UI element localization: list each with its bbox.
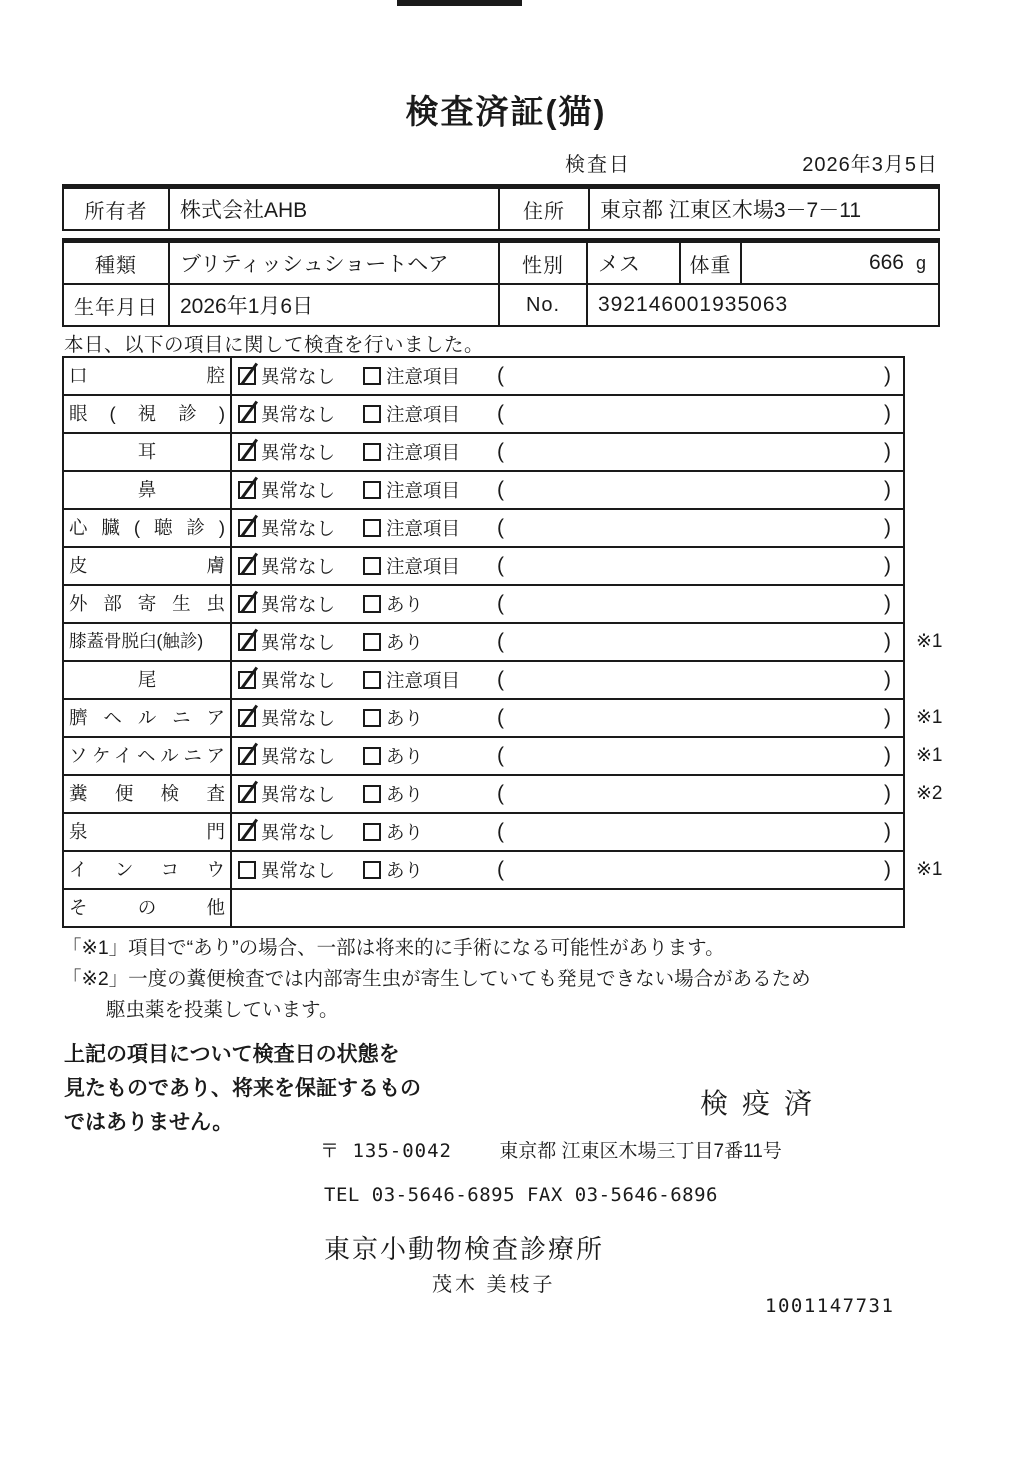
checklist-row: [64, 584, 903, 622]
checklist-item-content: [232, 624, 903, 660]
checklist-row: [64, 546, 903, 584]
checklist-row: [64, 812, 903, 850]
checklist-row: [64, 432, 903, 470]
checklist-item-label: 外部寄生虫: [64, 586, 232, 622]
flagged-option: [363, 629, 497, 655]
checklist-row: [64, 394, 903, 432]
flagged-option: [363, 401, 497, 427]
address-value: 東京都 江東区木場3－7－11: [588, 189, 938, 229]
no-abnormality-option-label: 異常なし: [261, 480, 336, 501]
checklist-item-content: [232, 472, 903, 508]
remarks-paren-open: (: [497, 820, 504, 843]
remarks-paren-close: ): [884, 554, 891, 577]
no-abnormality-checkbox-checked: [238, 443, 256, 461]
flagged-checkbox-unchecked: [363, 595, 381, 613]
checklist-item-content: [232, 700, 903, 736]
birthdate-value: 2026年1月6日: [168, 285, 498, 325]
flagged-checkbox-unchecked: [363, 443, 381, 461]
remarks-paren-open: (: [497, 630, 504, 653]
no-abnormality-option: [232, 363, 363, 389]
birthdate-label: 生年月日: [74, 296, 158, 319]
flagged-option: [363, 553, 497, 579]
checklist-item-label: 泉門: [64, 814, 232, 850]
checklist-row: [64, 888, 903, 926]
checklist-item-label: 糞便検査: [64, 776, 232, 812]
no-abnormality-checkbox-checked: [238, 709, 256, 727]
no-abnormality-checkbox-checked: [238, 633, 256, 651]
no-abnormality-checkbox-checked: [238, 747, 256, 765]
flagged-option-label: あり: [386, 594, 424, 615]
flagged-checkbox-unchecked: [363, 367, 381, 385]
quarantine-complete-stamp: 検疫済: [700, 1088, 827, 1119]
checklist-row: [64, 850, 943, 888]
flagged-checkbox-unchecked: [363, 519, 381, 537]
checklist-item-label: 尾: [64, 662, 232, 698]
pet-table: [62, 238, 940, 327]
checklist-item-label: ソケイヘルニア: [64, 738, 232, 774]
weight-unit: g: [915, 252, 926, 273]
scan-artifact: [397, 0, 522, 6]
weight-label: 体重: [679, 243, 740, 283]
footnote-ref: ※1: [916, 631, 943, 652]
no-abnormality-option: [232, 705, 363, 731]
remarks-paren-open: (: [497, 478, 504, 501]
flagged-checkbox-unchecked: [363, 633, 381, 651]
remarks-paren-open: (: [497, 364, 504, 387]
flagged-option-label: あり: [386, 746, 424, 767]
no-abnormality-option: [232, 515, 363, 541]
no-abnormality-option-label: 異常なし: [261, 518, 336, 539]
flagged-option-label: あり: [386, 708, 424, 729]
footnote-ref: ※1: [916, 745, 943, 766]
no-abnormality-option-label: 異常なし: [261, 708, 336, 729]
address-label: 住所: [498, 189, 588, 229]
flagged-checkbox-unchecked: [363, 823, 381, 841]
flagged-checkbox-unchecked: [363, 481, 381, 499]
flagged-option-label: あり: [386, 860, 424, 881]
checklist-row: [64, 470, 903, 508]
checklist-item-label: 鼻: [64, 472, 232, 508]
no-abnormality-option: [232, 477, 363, 503]
weight-number: 666: [868, 251, 904, 274]
clinic-postal-line: [320, 1136, 782, 1163]
no-abnormality-checkbox-checked: [238, 481, 256, 499]
checklist-item-label: 眼(視診): [64, 396, 232, 432]
inspection-date-row: [62, 148, 940, 174]
examiner-name: 茂木 美枝子: [432, 1274, 556, 1296]
no-abnormality-checkbox-checked: [238, 557, 256, 575]
clinic-tel-fax: TEL 03-5646-6895 FAX 03-5646-6896: [324, 1184, 718, 1206]
footnote-1: 「※1」項目で“あり”の場合、一部は将来的に手術になる可能性があります。: [62, 937, 725, 959]
checklist-row: [64, 774, 943, 812]
no-abnormality-option: [232, 553, 363, 579]
flagged-option-label: あり: [386, 822, 424, 843]
no-abnormality-option-label: 異常なし: [261, 822, 336, 843]
no-abnormality-option: [232, 401, 363, 427]
no-abnormality-option-label: 異常なし: [261, 632, 336, 653]
checklist-item-content: [232, 890, 903, 926]
footnote-2-line2: 駆虫薬を投薬しています。: [106, 999, 339, 1021]
remarks-paren-open: (: [497, 592, 504, 615]
flagged-option: [363, 819, 497, 845]
no-abnormality-option-label: 異常なし: [261, 366, 336, 387]
checklist-item-label: 膝蓋骨脱臼(触診): [64, 624, 232, 660]
no-abnormality-checkbox-checked: [238, 823, 256, 841]
postal-code: 〒 135-0042: [320, 1140, 452, 1162]
flagged-option-label: あり: [386, 784, 424, 805]
checklist-item-content: [232, 510, 903, 546]
flagged-checkbox-unchecked: [363, 709, 381, 727]
page-title: 検査済証(猫): [405, 93, 607, 130]
no-abnormality-checkbox-checked: [238, 367, 256, 385]
disclaimer-line-2: 見たものであり、将来を保証するもの: [64, 1077, 421, 1100]
id-number-label: No.: [498, 285, 586, 325]
remarks-paren-close: ): [884, 782, 891, 805]
clinic-address: 東京都 江東区木場三丁目7番11号: [499, 1141, 782, 1162]
flagged-option: [363, 667, 497, 693]
remarks-paren-open: (: [497, 782, 504, 805]
checklist-item-label: 耳: [64, 434, 232, 470]
no-abnormality-checkbox-checked: [238, 595, 256, 613]
no-abnormality-option: [232, 819, 363, 845]
checklist-item-label: その他: [64, 890, 232, 926]
examination-checklist-table: [62, 356, 943, 928]
checklist-item-content: [232, 358, 903, 394]
flagged-checkbox-unchecked: [363, 557, 381, 575]
footnote-ref: ※1: [916, 707, 943, 728]
checklist-row: [64, 698, 943, 736]
checklist-row: [64, 660, 903, 698]
no-abnormality-option-label: 異常なし: [261, 404, 336, 425]
flagged-option: [363, 363, 497, 389]
checklist-item-label: 口腔: [64, 358, 232, 394]
remarks-paren-close: ): [884, 364, 891, 387]
no-abnormality-option: [232, 667, 363, 693]
remarks-paren-open: (: [497, 402, 504, 425]
checklist-row: [64, 508, 903, 546]
remarks-paren-open: (: [497, 858, 504, 881]
checklist-row: [64, 736, 943, 774]
remarks-paren-open: (: [497, 440, 504, 463]
inspection-date-label: 検査日: [565, 154, 631, 176]
no-abnormality-checkbox-checked: [238, 785, 256, 803]
remarks-paren-close: ): [884, 592, 891, 615]
footnote-ref: ※1: [916, 859, 943, 880]
footnote-ref: ※2: [916, 783, 943, 804]
remarks-paren-close: ): [884, 858, 891, 881]
flagged-checkbox-unchecked: [363, 671, 381, 689]
flagged-option: [363, 857, 497, 883]
remarks-paren-close: ): [884, 440, 891, 463]
flagged-option: [363, 515, 497, 541]
no-abnormality-option-label: 異常なし: [261, 670, 336, 691]
intro-text: 本日、以下の項目に関して検査を行いました。: [64, 334, 485, 356]
no-abnormality-option: [232, 781, 363, 807]
checklist-item-content: [232, 814, 903, 850]
checklist-item-label: 心臓(聴診): [64, 510, 232, 546]
flagged-option-label: 注意項目: [386, 556, 461, 577]
checklist-item-content: [232, 586, 903, 622]
remarks-paren-close: ): [884, 820, 891, 843]
breed-value: ブリティッシュショートヘア: [168, 243, 498, 283]
flagged-option-label: 注意項目: [386, 404, 461, 425]
no-abnormality-checkbox-checked: [238, 519, 256, 537]
flagged-option-label: 注意項目: [386, 442, 461, 463]
checklist-row: [64, 622, 943, 660]
no-abnormality-option-label: 異常なし: [261, 594, 336, 615]
flagged-option: [363, 591, 497, 617]
owner-label: 所有者: [84, 200, 148, 223]
no-abnormality-option: [232, 629, 363, 655]
no-abnormality-option-label: 異常なし: [261, 784, 336, 805]
no-abnormality-option: [232, 857, 363, 883]
sex-label: 性別: [498, 243, 586, 283]
checklist-item-content: [232, 852, 903, 888]
remarks-paren-close: ): [884, 516, 891, 539]
flagged-option-label: 注意項目: [386, 670, 461, 691]
clinic-name: 東京小動物検査診療所: [324, 1234, 605, 1264]
flagged-checkbox-unchecked: [363, 405, 381, 423]
footnote-2-line1: 「※2」一度の糞便検査では内部寄生虫が寄生していても発見できない場合があるため: [62, 968, 811, 990]
remarks-paren-close: ): [884, 478, 891, 501]
disclaimer-statement: [64, 1038, 421, 1140]
remarks-paren-close: ): [884, 668, 891, 691]
weight-value: [740, 243, 938, 283]
disclaimer-line-3: ではありません。: [64, 1111, 234, 1134]
remarks-paren-open: (: [497, 668, 504, 691]
checklist-item-content: [232, 434, 903, 470]
remarks-paren-close: ): [884, 630, 891, 653]
sex-value: メス: [586, 243, 679, 283]
owner-value: 株式会社AHB: [168, 189, 498, 229]
checklist-item-label: 皮膚: [64, 548, 232, 584]
checklist-item-content: [232, 776, 903, 812]
flagged-option: [363, 439, 497, 465]
checklist-item-label: 臍ヘルニア: [64, 700, 232, 736]
flagged-checkbox-unchecked: [363, 747, 381, 765]
checklist-item-label: インコウ: [64, 852, 232, 888]
remarks-paren-open: (: [497, 554, 504, 577]
checklist-item-content: [232, 548, 903, 584]
remarks-paren-close: ): [884, 744, 891, 767]
flagged-option-label: 注意項目: [386, 480, 461, 501]
remarks-paren-open: (: [497, 706, 504, 729]
checklist-item-content: [232, 738, 903, 774]
no-abnormality-checkbox-checked: [238, 405, 256, 423]
no-abnormality-option: [232, 591, 363, 617]
flagged-option: [363, 477, 497, 503]
checklist-row: [64, 358, 903, 394]
serial-number: 1001147731: [765, 1295, 895, 1317]
no-abnormality-option: [232, 743, 363, 769]
no-abnormality-option-label: 異常なし: [261, 442, 336, 463]
owner-table: [62, 184, 940, 231]
flagged-option-label: あり: [386, 632, 424, 653]
flagged-option-label: 注意項目: [386, 366, 461, 387]
remarks-paren-open: (: [497, 516, 504, 539]
no-abnormality-option: [232, 439, 363, 465]
disclaimer-line-1: 上記の項目について検査日の状態を: [64, 1043, 400, 1066]
no-abnormality-checkbox-checked: [238, 671, 256, 689]
checklist-item-content: [232, 396, 903, 432]
no-abnormality-option-label: 異常なし: [261, 746, 336, 767]
flagged-checkbox-unchecked: [363, 861, 381, 879]
flagged-option-label: 注意項目: [386, 518, 461, 539]
checklist-item-content: [232, 662, 903, 698]
flagged-option: [363, 781, 497, 807]
inspection-date-value: 2026年3月5日: [802, 154, 938, 176]
remarks-paren-close: ): [884, 402, 891, 425]
remarks-paren-close: ): [884, 706, 891, 729]
flagged-option: [363, 705, 497, 731]
flagged-checkbox-unchecked: [363, 785, 381, 803]
breed-label: 種類: [95, 254, 137, 277]
id-number-value: 392146001935063: [586, 285, 938, 325]
flagged-option: [363, 743, 497, 769]
no-abnormality-checkbox-unchecked: [238, 861, 256, 879]
no-abnormality-option-label: 異常なし: [261, 556, 336, 577]
footnotes: [62, 933, 811, 1026]
remarks-paren-open: (: [497, 744, 504, 767]
no-abnormality-option-label: 異常なし: [261, 860, 336, 881]
